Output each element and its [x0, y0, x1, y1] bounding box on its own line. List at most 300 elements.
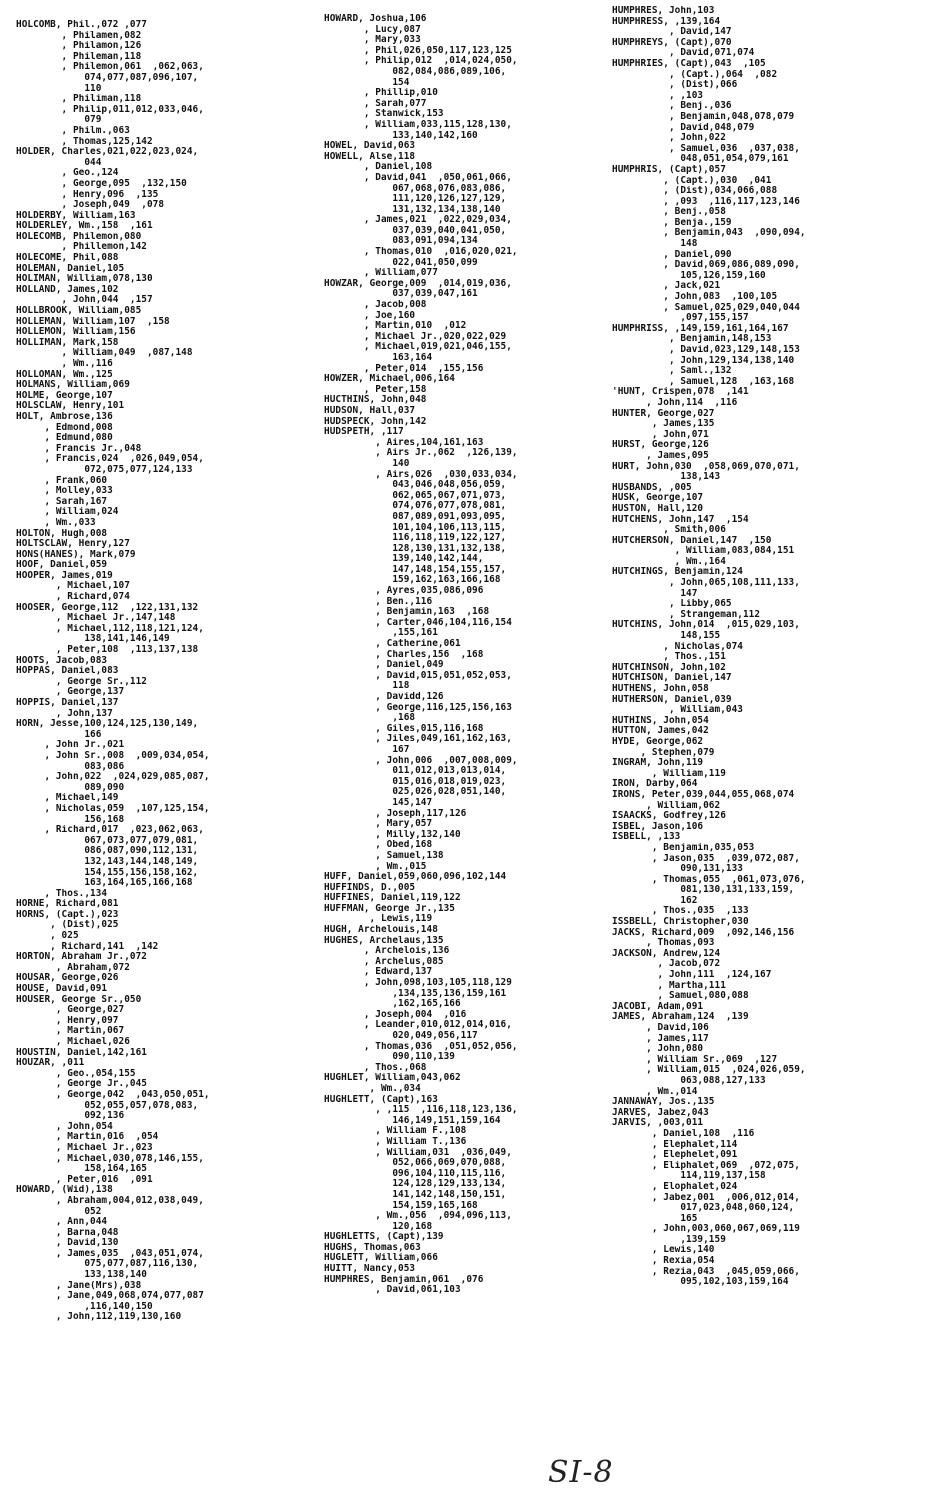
index-line: HOOSER, George,112 ,122,131,132: [16, 602, 199, 613]
index-line: HUGH, Archelouis,148: [324, 925, 438, 936]
index-line: , James,035 ,043,051,074,: [16, 1248, 204, 1259]
index-line: , Francis,024 ,026,049,054,: [16, 454, 204, 465]
index-line: 154,155,156,158,162,: [16, 867, 199, 878]
index-line: 145,147: [324, 797, 433, 808]
index-line: , Thos.,068: [324, 1062, 427, 1073]
index-line: 133,138,140: [16, 1270, 147, 1281]
index-line: HURST, George,126: [612, 440, 709, 451]
index-line: HOOF, Daniel,059: [16, 560, 108, 571]
index-line: , Obed,168: [324, 840, 433, 851]
index-line: , Sarah,167: [16, 496, 108, 507]
index-line: , (Dist),066: [612, 80, 738, 91]
index-line: 128,130,131,132,138,: [324, 543, 507, 554]
index-line: , Geo.,054,155: [16, 1068, 136, 1079]
index-line: , Wm.,116: [16, 359, 113, 369]
index-line: , John,065,108,111,133,: [612, 578, 800, 589]
index-line: 133,140,142,160: [324, 130, 478, 141]
index-line: , William,043: [612, 705, 743, 716]
index-line: , Eliphalet,069 ,072,075,: [612, 1160, 800, 1171]
index-line: HUSBANDS, ,005: [612, 482, 692, 493]
index-line: HUMPHREYS, (Capt),070: [612, 37, 732, 48]
index-line: 015,016,018,019,023,: [324, 776, 507, 787]
index-line: HUTHENS, John,058: [612, 684, 709, 694]
index-line: HUMPHRISS, ,149,159,161,164,167: [612, 323, 789, 334]
index-line: 043,046,048,056,059,: [324, 480, 507, 491]
index-line: HUTHERSON, Daniel,039: [612, 694, 732, 705]
index-line: , Benjamin,043 ,090,094,: [612, 228, 806, 239]
index-line: , Martin,067: [16, 1026, 125, 1037]
index-line: , (Capt.),064 ,082: [612, 69, 778, 80]
index-line: , Wm.,034: [324, 1083, 421, 1094]
index-line: , George,095 ,132,150: [16, 178, 187, 189]
index-line: , Benj.,058: [612, 207, 726, 218]
index-line: , David,041 ,050,061,066,: [324, 172, 512, 183]
index-line: 086,087,090,112,131,: [16, 846, 199, 857]
index-line: 082,084,086,089,106,: [324, 66, 507, 77]
index-line: 163,164: [324, 353, 433, 363]
index-line: HOLSCLAW, Henry,101: [16, 401, 125, 412]
index-line: 154,159,165,168: [324, 1200, 478, 1211]
index-line: 138,141,146,149: [16, 634, 170, 645]
index-line: HUMPHRES, John,103: [612, 6, 715, 16]
index-line: 166: [16, 729, 102, 740]
index-line: , Peter,108 ,113,137,138: [16, 645, 199, 656]
index-line: HOLLOMAN, Wm.,125: [16, 369, 113, 380]
index-line: 067,073,077,079,081,: [16, 835, 199, 846]
index-line: , Joe,160: [324, 310, 416, 321]
index-line: 163,164,165,166,168: [16, 878, 193, 889]
index-line: , Francis Jr.,048: [16, 443, 142, 454]
index-line: HOLME, George,107: [16, 390, 113, 401]
index-line: 158,164,165: [16, 1164, 147, 1175]
index-line: ISBEL, Jason,106: [612, 821, 704, 832]
index-line: , George Jr.,045: [16, 1079, 147, 1090]
index-line: , John,114 ,116: [612, 397, 738, 408]
index-line: JANNAWAY, Jos.,135: [612, 1097, 715, 1108]
index-line: 139,140,142,144,: [324, 554, 484, 565]
index-line: HUMPHRESS, ,139,164: [612, 16, 721, 27]
index-line: , George,116,125,156,163: [324, 702, 512, 713]
index-line: HOLCOMB, Phil.,072 ,077: [16, 20, 147, 30]
index-line: HURT, John,030 ,058,069,070,071,: [612, 461, 800, 472]
index-line: HOPPAS, Daniel,083: [16, 666, 119, 677]
index-line: , Stanwick,153: [324, 109, 444, 120]
index-line: , Benj.,036: [612, 101, 732, 112]
index-line: , Benjamin,163 ,168: [324, 607, 490, 618]
index-line: 116,118,119,122,127,: [324, 533, 507, 544]
index-line: ISBELL, ,133: [612, 832, 681, 843]
index-line: , John,071: [612, 429, 709, 440]
index-line: , John,006 ,007,008,009,: [324, 755, 518, 766]
index-line: ,162,165,166: [324, 999, 461, 1010]
index-line: HOLT, Ambrose,136: [16, 411, 113, 422]
index-line: 089,090: [16, 782, 125, 793]
index-line: JARVIS, ,003,011: [612, 1118, 704, 1129]
index-line: , Leander,010,012,014,016,: [324, 1020, 512, 1031]
index-line: , Thomas,125,142: [16, 136, 153, 147]
index-line: , Samuel,138: [324, 850, 444, 861]
index-line: , John,129,134,138,140: [612, 355, 795, 366]
index-line: 101,104,106,113,115,: [324, 522, 507, 533]
index-line: , Philemon,061 ,062,063,: [16, 62, 204, 73]
index-line: , Ann,044: [16, 1217, 108, 1228]
index-line: , John,003,060,067,069,119: [612, 1224, 800, 1235]
index-line: 052: [16, 1206, 102, 1217]
index-line: , William,024: [16, 507, 119, 518]
index-line: ,116,140,150: [16, 1301, 153, 1312]
index-line: , John,080: [612, 1044, 704, 1055]
index-line: , Elephalet,114: [612, 1139, 738, 1150]
index-line: HOUSER, George Sr.,050: [16, 994, 142, 1005]
index-line: 114,119,137,158: [612, 1171, 766, 1182]
index-line: , Richard,074: [16, 592, 130, 603]
index-line: HUGHES, Archelaus,135: [324, 935, 444, 946]
index-line: 081,130,131,133,159,: [612, 885, 795, 896]
index-line: , Benjamin,148,153: [612, 334, 772, 345]
index-line: , Samuel,128 ,163,168: [612, 376, 795, 387]
index-line: ,168: [324, 713, 416, 724]
index-line: , Smith,006: [612, 525, 726, 536]
index-line: 087,089,091,093,095,: [324, 511, 507, 522]
index-line: , Archelois,136: [324, 946, 450, 957]
index-line: , Mary,057: [324, 819, 433, 830]
index-line: , Michael Jr.,020,022,029: [324, 331, 507, 342]
index-column-3: [612, 6, 937, 1288]
index-line: , Strangeman,112: [612, 609, 761, 620]
index-line: , Charles,156 ,168: [324, 649, 484, 660]
index-line: HUSTON, Hall,120: [612, 503, 704, 514]
index-column-2: [324, 14, 624, 1296]
index-line: 062,065,067,071,073,: [324, 490, 507, 501]
index-line: , Benjamin,035,053: [612, 842, 755, 853]
index-line: , Philamon,126: [16, 41, 142, 52]
index-line: 096,104,110,115,116,: [324, 1168, 507, 1179]
index-line: HUFF, Daniel,059,060,096,102,144: [324, 872, 507, 883]
index-line: HUTCHISON, Daniel,147: [612, 673, 732, 684]
index-line: , Jane(Mrs),038: [16, 1280, 142, 1291]
index-line: 095,102,103,159,164: [612, 1277, 789, 1288]
index-line: , Joseph,049 ,078: [16, 200, 165, 211]
index-line: HONS(HANES), Mark,079: [16, 549, 136, 560]
index-line: 147,148,154,155,157,: [324, 564, 507, 575]
index-line: , Peter,016 ,091: [16, 1174, 153, 1185]
index-line: , Jacob,008: [324, 300, 427, 311]
index-line: , Michael Jr.,147,148: [16, 613, 176, 624]
index-line: 105,126,159,160: [612, 270, 766, 281]
index-line: 124,128,129,133,134,: [324, 1179, 507, 1190]
index-line: 'HUNT, Crispen,078 ,141: [612, 387, 749, 398]
index-line: , John,022 ,024,029,085,087,: [16, 772, 210, 783]
index-line: 148,155: [612, 631, 721, 642]
index-line: JARVES, Jabez,043: [612, 1107, 709, 1118]
index-line: , Thos.,134: [16, 888, 108, 899]
index-line: , Sarah,077: [324, 98, 427, 109]
index-line: HUTCHINSON, John,102: [612, 662, 726, 673]
index-line: 120,168: [324, 1221, 433, 1232]
index-line: , Daniel,049: [324, 660, 444, 671]
index-line: , Elephelet,091: [612, 1150, 738, 1161]
index-line: 044: [16, 157, 102, 168]
index-line: HOWEL, David,063: [324, 141, 416, 152]
index-line: , George,042 ,043,050,051,: [16, 1089, 210, 1100]
index-line: , William F.,108: [324, 1126, 467, 1137]
index-line: , Michael,026: [16, 1037, 130, 1047]
index-line: 162: [612, 895, 698, 906]
index-line: , ,115 ,116,118,123,136,: [324, 1105, 518, 1116]
index-line: 074,077,087,096,107,: [16, 72, 199, 83]
index-line: ,097,155,157: [612, 313, 749, 324]
index-line: ,139,159: [612, 1234, 726, 1245]
index-line: HUGLETT, William,066: [324, 1253, 438, 1264]
index-line: 048,051,054,079,161: [612, 154, 789, 165]
index-line: , Abraham,072: [16, 962, 130, 973]
index-line: HUDSPECK, John,142: [324, 416, 427, 427]
index-line: , Michael,112,118,121,124,: [16, 623, 204, 634]
index-line: , Thos.,035 ,133: [612, 906, 749, 917]
index-line: HUTHINS, John,054: [612, 715, 709, 726]
index-line: , Thomas,010 ,016,020,021,: [324, 247, 518, 258]
index-line: HORN, Jesse,100,124,125,130,149,: [16, 719, 199, 730]
index-line: , Philip,012 ,014,024,050,: [324, 56, 518, 67]
index-line: 156,168: [16, 814, 125, 825]
index-line: , Jabez,001 ,006,012,014,: [612, 1192, 800, 1203]
index-line: , Saml.,132: [612, 366, 732, 377]
index-line: , Edward,137: [324, 967, 433, 978]
index-line: , David,130: [16, 1238, 119, 1249]
index-line: HOLLEMAN, William,107 ,158: [16, 316, 170, 327]
index-line: , John,054: [16, 1121, 113, 1132]
index-line: HOUSE, David,091: [16, 984, 108, 995]
index-line: , Martin,016 ,054: [16, 1132, 159, 1143]
index-line: 090,110,139: [324, 1052, 455, 1063]
index-line: 090,131,133: [612, 864, 743, 875]
index-line: , Daniel,108 ,116: [612, 1128, 755, 1139]
index-line: , Jane,049,068,074,077,087: [16, 1291, 204, 1302]
index-line: , Wm.,015: [324, 861, 427, 872]
index-line: , Elophalet,024: [612, 1181, 738, 1192]
index-line: , Stephen,079: [612, 747, 715, 758]
index-line: , William,033,115,128,130,: [324, 119, 512, 130]
index-line: HUGHS, Thomas,063: [324, 1242, 421, 1253]
index-line: 146,149,151,159,164: [324, 1115, 501, 1126]
index-line: 083,091,094,134: [324, 236, 478, 247]
index-line: , Frank,060: [16, 475, 108, 486]
index-line: HUNTER, George,027: [612, 408, 715, 419]
index-line: , Samuel,025,029,040,044: [612, 302, 800, 313]
index-line: HUDSPETH, ,117: [324, 427, 404, 438]
index-line: 075,077,087,116,130,: [16, 1259, 199, 1270]
index-line: INGRAM, John,119: [612, 758, 704, 769]
index-line: , Airs Jr.,062 ,126,139,: [324, 448, 518, 459]
index-line: HORNE, Richard,081: [16, 899, 119, 910]
index-line: HUFFMAN, George Jr.,135: [324, 903, 455, 914]
index-line: , Thomas,036 ,051,052,056,: [324, 1041, 518, 1052]
index-line: 138,143: [612, 472, 721, 483]
index-line: 165: [612, 1213, 698, 1224]
index-line: HUGHLETT, (Capt),163: [324, 1094, 438, 1105]
index-line: 159,162,163,166,168: [324, 575, 501, 586]
index-line: , Mary,033: [324, 35, 421, 46]
index-line: , Nicholas,074: [612, 641, 743, 652]
index-line: , Jack,021: [612, 281, 721, 292]
index-line: , William,083,084,151: [612, 546, 795, 557]
index-line: , Michael,019,021,046,155,: [324, 342, 512, 353]
index-line: 079: [16, 115, 102, 126]
index-line: HOLECOMB, Philemon,080: [16, 231, 142, 242]
index-line: , Wm.,014: [612, 1086, 698, 1097]
index-line: IRONS, Peter,039,044,055,068,074: [612, 789, 795, 800]
index-line: 072,075,077,124,133: [16, 464, 193, 475]
index-line: ISSBELL, Christopher,030: [612, 917, 749, 928]
index-line: , Benjamin,048,078,079: [612, 111, 795, 122]
index-line: , Henry,096 ,135: [16, 189, 159, 200]
index-line: , Carter,046,104,116,154: [324, 617, 512, 628]
index-line: HOLTSCLAW, Henry,127: [16, 539, 130, 550]
index-line: 092,136: [16, 1111, 125, 1122]
index-line: , William Sr.,069 ,127: [612, 1054, 778, 1065]
index-line: HOLTON, Hugh,008: [16, 528, 108, 539]
index-line: , Phileman,118: [16, 51, 142, 62]
index-line: 140: [324, 458, 410, 469]
index-line: 154: [324, 77, 410, 88]
index-line: , Peter,158: [324, 384, 427, 395]
index-line: , Ben.,116: [324, 596, 433, 607]
index-line: HORTON, Abraham Jr.,072: [16, 952, 147, 963]
index-line: HUTCHERSON, Daniel,147 ,150: [612, 535, 772, 546]
index-line: , Lewis,119: [324, 914, 433, 925]
index-line: , Philamen,082: [16, 30, 142, 41]
index-line: , David,106: [612, 1023, 709, 1033]
index-line: HOLDER, Charles,021,022,023,024,: [16, 147, 199, 158]
index-line: , David,069,086,089,090,: [612, 260, 800, 271]
index-line: , Phillip,010: [324, 88, 438, 99]
index-line: , Michael,107: [16, 581, 130, 592]
index-line: HOOPER, James,019: [16, 570, 113, 581]
index-line: HOLLAND, James,102: [16, 284, 119, 295]
index-line: JACKSON, Andrew,124: [612, 948, 721, 959]
index-line: 110: [16, 83, 102, 94]
index-line: HOLLEMON, William,156: [16, 327, 136, 338]
index-line: , John,083 ,100,105: [612, 292, 778, 303]
index-line: , Daniel,090: [612, 249, 732, 260]
index-line: , Philiman,118: [16, 94, 142, 105]
index-line: , John Sr.,008 ,009,034,054,: [16, 750, 210, 761]
index-line: , 025: [16, 931, 79, 942]
index-line: HOUZAR, ,011: [16, 1058, 85, 1069]
index-line: HOUSAR, George,026: [16, 973, 119, 984]
index-line: HOWARD, (Wid),138: [16, 1185, 113, 1196]
index-line: , Edmund,080: [16, 433, 113, 444]
index-line: , Archelus,085: [324, 956, 444, 967]
index-line: , Samuel,036 ,037,038,: [612, 143, 800, 154]
index-line: 147: [612, 588, 698, 599]
index-line: , Michael Jr.,023: [16, 1142, 153, 1153]
index-line: HOPPIS, Daniel,137: [16, 698, 119, 708]
index-line: HOLEMAN, Daniel,105: [16, 263, 125, 274]
index-line: JACOBI, Adam,091: [612, 1001, 704, 1012]
index-line: , Phillemon,142: [16, 242, 147, 253]
index-line: , Thos.,151: [612, 652, 726, 663]
index-line: , Thomas,055 ,061,073,076,: [612, 874, 806, 885]
index-line: , John,098,103,105,118,129: [324, 978, 512, 989]
index-line: , Geo.,124: [16, 168, 119, 179]
index-line: 167: [324, 744, 410, 755]
index-line: , David,023,129,148,153: [612, 345, 800, 355]
index-line: HOLECOME, Phil,088: [16, 253, 119, 264]
index-line: , George,027: [16, 1005, 125, 1016]
index-line: , David,015,051,052,053,: [324, 670, 512, 681]
index-line: , Lewis,140: [612, 1245, 715, 1256]
index-line: HUTCHINS, John,014 ,015,029,103,: [612, 620, 800, 631]
index-line: , Samuel,080,088: [612, 991, 749, 1002]
index-line: HUMPHRIS, (Capt),057: [612, 164, 726, 175]
index-line: ,155,161: [324, 628, 438, 639]
index-line: , John Jr.,021: [16, 740, 125, 751]
index-line: HUFFINES, Daniel,119,122: [324, 893, 461, 904]
index-line: ISAACKS, Godfrey,126: [612, 811, 726, 822]
index-line: , David,048,079: [612, 122, 755, 133]
index-line: HUTCHINGS, Benjamin,124: [612, 567, 743, 578]
index-line: , Henry,097: [16, 1015, 119, 1026]
index-line: , James,117: [612, 1033, 709, 1044]
index-line: , Wm.,033: [16, 517, 96, 528]
index-line: 025,026,028,051,140,: [324, 787, 507, 798]
index-line: 052,055,057,078,083,: [16, 1100, 199, 1111]
index-line: , (Dist),034,066,088: [612, 186, 778, 197]
index-line: ,134,135,136,159,161: [324, 988, 507, 999]
index-line: , Wm.,056 ,094,096,113,: [324, 1211, 512, 1222]
index-line: , Milly,132,140: [324, 829, 461, 840]
index-line: HUTTON, James,042: [612, 726, 709, 737]
index-line: , William,062: [612, 800, 721, 811]
index-line: , Martha,111: [612, 980, 726, 991]
index-line: , Lucy,087: [324, 24, 421, 35]
index-line: 083,086: [16, 761, 125, 772]
index-line: 022,041,050,099: [324, 257, 478, 268]
index-line: HOWELL, Alse,118: [324, 151, 416, 162]
index-line: , George Sr.,112: [16, 676, 147, 687]
index-line: , (Capt.),030 ,041: [612, 175, 772, 186]
index-line: HOLDERBY, William,163: [16, 210, 136, 221]
index-line: , Jacob,072: [612, 959, 721, 970]
index-line: , William T.,136: [324, 1136, 467, 1147]
index-line: 037,039,040,041,050,: [324, 225, 507, 236]
index-line: , Richard,017 ,023,062,063,: [16, 825, 204, 836]
index-line: HOUSTIN, Daniel,142,161: [16, 1047, 147, 1058]
index-line: , (Dist),025: [16, 920, 119, 931]
index-line: , ,103: [612, 90, 704, 101]
index-line: HUCTHINS, John,048: [324, 395, 427, 406]
index-line: 118: [324, 681, 410, 692]
index-line: 074,076,077,078,081,: [324, 501, 507, 512]
index-line: , William,119: [612, 768, 726, 779]
index-line: , John,022: [612, 133, 726, 144]
index-line: , James,021 ,022,029,034,: [324, 215, 512, 226]
index-line: , William,077: [324, 268, 438, 279]
index-line: , ,093 ,116,117,123,146: [612, 196, 800, 207]
index-line: , Benja.,159: [612, 217, 732, 228]
index-line: , William,049 ,087,148: [16, 348, 193, 359]
index-line: 011,012,013,013,014,: [324, 766, 507, 777]
index-line: HUTCHENS, John,147 ,154: [612, 514, 749, 525]
index-line: , Ayres,035,086,096: [324, 586, 484, 597]
index-line: , Wm.,164: [612, 556, 726, 567]
index-line: , Daniel,108: [324, 162, 433, 173]
index-line: , Joseph,004 ,016: [324, 1009, 467, 1020]
index-line: JACKS, Richard,009 ,092,146,156: [612, 927, 795, 938]
index-line: HOLIMAN, William,078,130: [16, 274, 153, 285]
index-line: , Jiles,049,161,162,163,: [324, 734, 512, 745]
